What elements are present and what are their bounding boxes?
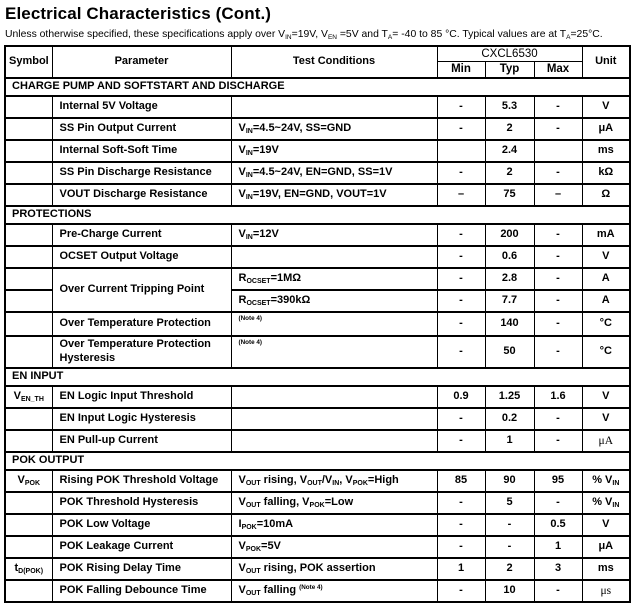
- section-row: [5, 206, 630, 224]
- min-cell: -: [437, 514, 485, 536]
- parameter-cell: SS Pin Discharge Resistance: [52, 162, 231, 184]
- table-row: [5, 492, 630, 514]
- section-header: CHARGE PUMP AND SOFTSTART AND DISCHARGE: [5, 78, 630, 96]
- symbol-cell: [5, 536, 52, 558]
- parameter-cell: POK Threshold Hysteresis: [52, 492, 231, 514]
- symbol-cell: [5, 580, 52, 602]
- unit-cell: ms: [582, 140, 630, 162]
- table-row: [5, 408, 630, 430]
- typ-cell: 7.7: [485, 290, 534, 312]
- unit-cell: V: [582, 408, 630, 430]
- unit-cell: V: [582, 386, 630, 408]
- parameter-cell: SS Pin Output Current: [52, 118, 231, 140]
- typ-cell: 75: [485, 184, 534, 206]
- symbol-cell: [5, 290, 52, 312]
- conditions-cell: [231, 430, 437, 452]
- typ-cell: 140: [485, 312, 534, 336]
- table-row: [5, 558, 630, 580]
- symbol-cell: $V_{POK}$: [5, 470, 52, 492]
- table-header: [5, 46, 630, 78]
- symbol-cell: [5, 184, 52, 206]
- typ-cell: -: [485, 536, 534, 558]
- symbol-cell: [5, 408, 52, 430]
- page-title: Electrical Characteristics (Cont.): [5, 4, 272, 23]
- max-cell: 3: [534, 558, 582, 580]
- symbol-cell: [5, 162, 52, 184]
- col-header-symbol: Symbol: [5, 46, 52, 78]
- min-cell: -: [437, 312, 485, 336]
- col-header-test-conditions: Test Conditions: [231, 46, 437, 78]
- section-header: POK OUTPUT: [5, 452, 630, 470]
- col-header-typ: Typ: [485, 62, 534, 78]
- conditions-cell: $V_{OUT}$ falling $^{(Note 4)}$: [231, 580, 437, 602]
- symbol-cell: [5, 514, 52, 536]
- max-cell: -: [534, 290, 582, 312]
- conditions-cell: $V_{IN}=19V$: [231, 140, 437, 162]
- conditions-cell: $R_{OCSET}=390k\Omega$: [231, 290, 437, 312]
- min-cell: 1: [437, 558, 485, 580]
- typ-cell: 2: [485, 558, 534, 580]
- conditions-cell: (Note 4): [231, 312, 437, 336]
- typ-cell: 5: [485, 492, 534, 514]
- min-cell: -: [437, 408, 485, 430]
- table-row: [5, 96, 630, 118]
- table-row: [5, 386, 630, 408]
- symbol-cell: $t_{D(POK)}$: [5, 558, 52, 580]
- typ-cell: 0.2: [485, 408, 534, 430]
- parameter-cell: Over Temperature Protection: [52, 312, 231, 336]
- max-cell: -: [534, 492, 582, 514]
- table-row: [5, 224, 630, 246]
- typ-cell: 1: [485, 430, 534, 452]
- symbol-cell: [5, 492, 52, 514]
- parameter-cell: Internal 5V Voltage: [52, 96, 231, 118]
- section-row: [5, 368, 630, 386]
- max-cell: -: [534, 312, 582, 336]
- conditions-cell: $V_{OUT}$ falling, $V_{POK}=Low$: [231, 492, 437, 514]
- conditions-cell: $V_{IN}=12V$: [231, 224, 437, 246]
- max-cell: -: [534, 580, 582, 602]
- table-row: [5, 470, 630, 492]
- conditions-cell: $V_{OUT}$ rising, POK assertion: [231, 558, 437, 580]
- section-row: [5, 78, 630, 96]
- unit-cell: mA: [582, 224, 630, 246]
- symbol-cell: $V_{EN\_TH}$: [5, 386, 52, 408]
- min-cell: -: [437, 336, 485, 368]
- conditions-cell: [231, 96, 437, 118]
- max-cell: -: [534, 336, 582, 368]
- typ-cell: 2: [485, 162, 534, 184]
- max-cell: 95: [534, 470, 582, 492]
- min-cell: -: [437, 492, 485, 514]
- unit-cell: °C: [582, 336, 630, 368]
- typ-cell: 2.8: [485, 268, 534, 290]
- symbol-cell: [5, 140, 52, 162]
- page-subtitle: Unless otherwise specified, these specifications apply over $V_{IN}=19V$, $V_{EN} =5V$ and $T_A= -40$ to 85 °C. Typical values are at $T_A=25^\circ C$.: [5, 29, 603, 41]
- table-row: [5, 140, 630, 162]
- typ-cell: -: [485, 514, 534, 536]
- max-cell: -: [534, 268, 582, 290]
- symbol-cell: [5, 246, 52, 268]
- section-row: [5, 452, 630, 470]
- parameter-cell: POK Falling Debounce Time: [52, 580, 231, 602]
- unit-cell: A: [582, 290, 630, 312]
- conditions-cell: [231, 386, 437, 408]
- max-cell: 1.6: [534, 386, 582, 408]
- max-cell: -: [534, 430, 582, 452]
- max-cell: -: [534, 162, 582, 184]
- min-cell: -: [437, 268, 485, 290]
- unit-cell: μA: [582, 430, 630, 452]
- max-cell: 1: [534, 536, 582, 558]
- table-row: [5, 580, 630, 602]
- max-cell: -: [534, 408, 582, 430]
- table-row: [5, 430, 630, 452]
- table-row: [5, 118, 630, 140]
- typ-cell: 1.25: [485, 386, 534, 408]
- unit-cell: μA: [582, 536, 630, 558]
- table-row: [5, 336, 630, 368]
- parameter-cell: POK Rising Delay Time: [52, 558, 231, 580]
- symbol-cell: [5, 336, 52, 368]
- unit-cell: V: [582, 514, 630, 536]
- min-cell: -: [437, 162, 485, 184]
- min-cell: -: [437, 224, 485, 246]
- min-cell: 0.9: [437, 386, 485, 408]
- table-row: [5, 184, 630, 206]
- parameter-cell: EN Logic Input Threshold: [52, 386, 231, 408]
- col-header-parameter: Parameter: [52, 46, 231, 78]
- unit-cell: μA: [582, 118, 630, 140]
- min-cell: -: [437, 580, 485, 602]
- electrical-characteristics-table: [4, 45, 631, 603]
- conditions-cell: $V_{POK}=5V$: [231, 536, 437, 558]
- typ-cell: 0.6: [485, 246, 534, 268]
- conditions-cell: $V_{OUT}$ rising, $V_{OUT}/V_{IN}$, $V_{POK}=High$: [231, 470, 437, 492]
- max-cell: 0.5: [534, 514, 582, 536]
- unit-cell: V: [582, 246, 630, 268]
- typ-cell: 2: [485, 118, 534, 140]
- unit-cell: °C: [582, 312, 630, 336]
- table-row: [5, 514, 630, 536]
- symbol-cell: [5, 224, 52, 246]
- unit-cell: Ω: [582, 184, 630, 206]
- typ-cell: 2.4: [485, 140, 534, 162]
- typ-cell: 50: [485, 336, 534, 368]
- typ-cell: 90: [485, 470, 534, 492]
- unit-cell: % $V_{IN}$: [582, 492, 630, 514]
- table-row: [5, 246, 630, 268]
- min-cell: -: [437, 246, 485, 268]
- typ-cell: 5.3: [485, 96, 534, 118]
- symbol-cell: [5, 118, 52, 140]
- min-cell: 85: [437, 470, 485, 492]
- typ-cell: 10: [485, 580, 534, 602]
- unit-cell: A: [582, 268, 630, 290]
- parameter-cell: Over Current Tripping Point: [52, 268, 231, 312]
- max-cell: –: [534, 184, 582, 206]
- table-body: [5, 78, 630, 602]
- conditions-cell: $V_{IN}=4.5\sim 24V$, SS=GND: [231, 118, 437, 140]
- section-header: PROTECTIONS: [5, 206, 630, 224]
- symbol-cell: [5, 96, 52, 118]
- max-cell: -: [534, 246, 582, 268]
- parameter-cell: Over Temperature Protection Hysteresis: [52, 336, 231, 368]
- typ-cell: 200: [485, 224, 534, 246]
- parameter-cell: Rising POK Threshold Voltage: [52, 470, 231, 492]
- col-header-unit: Unit: [582, 46, 630, 78]
- parameter-cell: POK Leakage Current: [52, 536, 231, 558]
- conditions-cell: $V_{IN}=4.5\sim 24V$, EN=GND, SS=1V: [231, 162, 437, 184]
- min-cell: -: [437, 290, 485, 312]
- conditions-cell: (Note 4): [231, 336, 437, 368]
- parameter-cell: EN Pull-up Current: [52, 430, 231, 452]
- unit-cell: V: [582, 96, 630, 118]
- parameter-cell: POK Low Voltage: [52, 514, 231, 536]
- col-header-max: Max: [534, 62, 582, 78]
- min-cell: -: [437, 96, 485, 118]
- min-cell: -: [437, 430, 485, 452]
- table-row: [5, 312, 630, 336]
- parameter-cell: OCSET Output Voltage: [52, 246, 231, 268]
- min-cell: –: [437, 184, 485, 206]
- unit-cell: % $V_{IN}$: [582, 470, 630, 492]
- max-cell: [534, 140, 582, 162]
- unit-cell: kΩ: [582, 162, 630, 184]
- table-row: [5, 162, 630, 184]
- symbol-cell: [5, 430, 52, 452]
- parameter-cell: EN Input Logic Hysteresis: [52, 408, 231, 430]
- col-header-min: Min: [437, 62, 485, 78]
- symbol-cell: [5, 268, 52, 290]
- table-row: [5, 268, 630, 290]
- max-cell: -: [534, 118, 582, 140]
- parameter-cell: VOUT Discharge Resistance: [52, 184, 231, 206]
- min-cell: [437, 140, 485, 162]
- conditions-cell: $I_{POK}=10mA$: [231, 514, 437, 536]
- conditions-cell: $V_{IN}=19V$, EN=GND, VOUT=1V: [231, 184, 437, 206]
- parameter-cell: Internal Soft-Soft Time: [52, 140, 231, 162]
- min-cell: -: [437, 536, 485, 558]
- section-header: EN INPUT: [5, 368, 630, 386]
- unit-cell: μs: [582, 580, 630, 602]
- max-cell: -: [534, 224, 582, 246]
- conditions-cell: $R_{OCSET}=1M\Omega$: [231, 268, 437, 290]
- parameter-cell: Pre-Charge Current: [52, 224, 231, 246]
- min-cell: -: [437, 118, 485, 140]
- table-row: [5, 536, 630, 558]
- unit-cell: ms: [582, 558, 630, 580]
- conditions-cell: [231, 246, 437, 268]
- symbol-cell: [5, 312, 52, 336]
- col-header-device: CXCL6530: [437, 46, 582, 62]
- conditions-cell: [231, 408, 437, 430]
- max-cell: -: [534, 96, 582, 118]
